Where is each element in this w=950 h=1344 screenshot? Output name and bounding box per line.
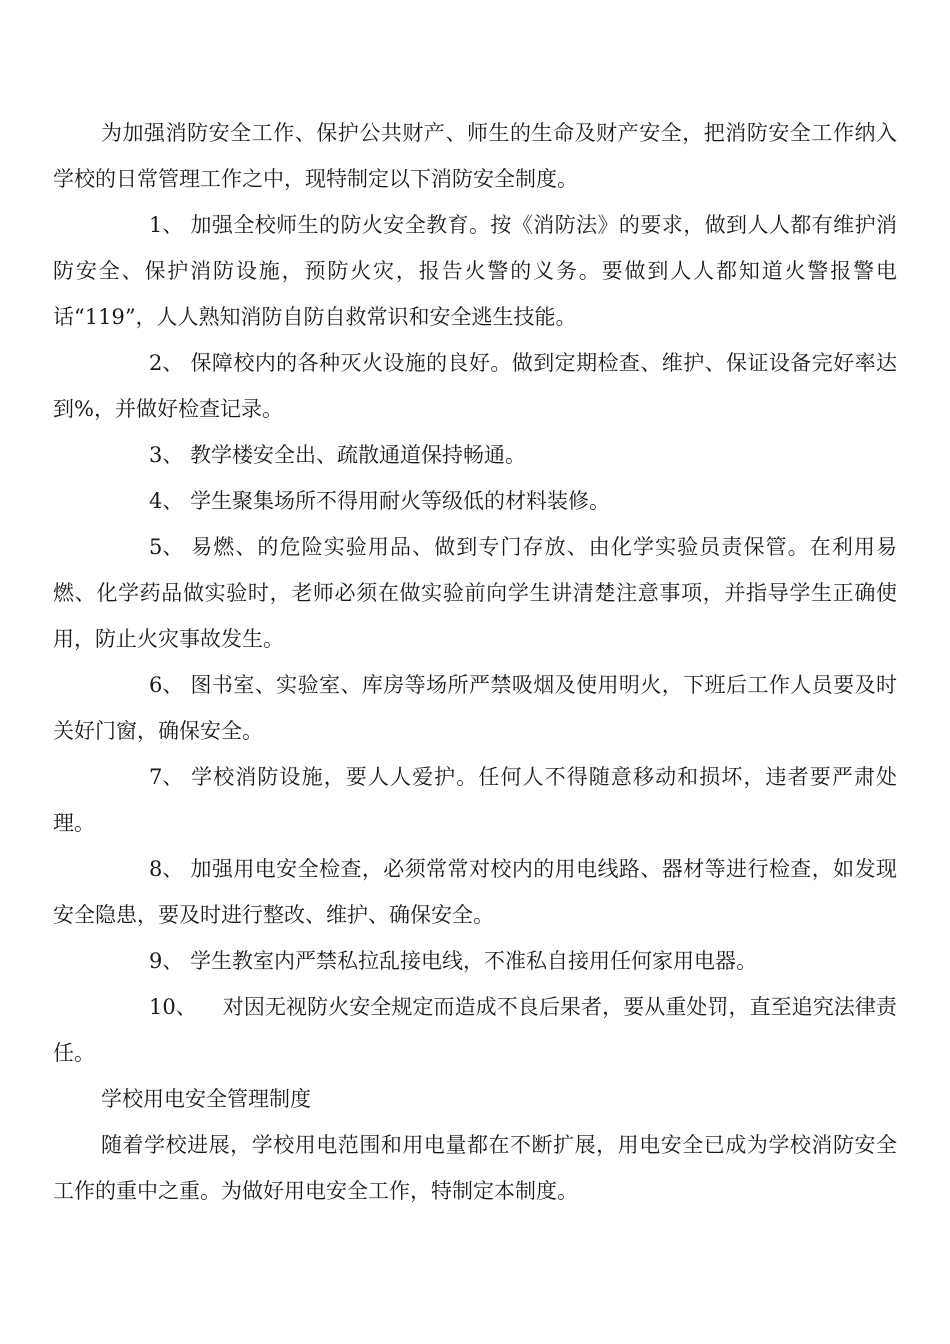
- rule-number: 10、: [149, 995, 197, 1019]
- document-body: [53, 110, 897, 1214]
- rule-item-4: [53, 478, 897, 524]
- rule-item-6: [53, 662, 897, 754]
- rule-text: 教学楼安全出、疏散通道保持畅通。: [190, 443, 527, 467]
- rule-text: 加强全校师生的防火安全教育。按《消防法》的要求，做到人人都有维护消防安全、保护消防设施，预防火灾，报告火警的义务。要做到人人都知道火警报警电话“119”，人人熟知消防自防自救常识和安全逃生技能。: [53, 213, 897, 329]
- rule-item-3: [53, 432, 897, 478]
- rule-number: 6、: [149, 673, 184, 697]
- rule-number: 7、: [149, 765, 184, 789]
- rule-item-8: [53, 846, 897, 938]
- rule-text: 保障校内的各种灭火设施的良好。做到定期检查、维护、保证设备完好率达到%，并做好检查记录。: [53, 351, 897, 421]
- rule-number: 8、: [149, 857, 184, 881]
- rule-text: 学生聚集场所不得用耐火等级低的材料装修。: [190, 489, 611, 513]
- rule-item-9: [53, 938, 897, 984]
- rule-text: 学校消防设施，要人人爱护。任何人不得随意移动和损坏，违者要严肃处理。: [53, 765, 897, 835]
- rule-number: 5、: [149, 535, 184, 559]
- rule-number: 4、: [149, 489, 184, 513]
- rule-number: 1、: [149, 213, 184, 237]
- rule-text: 加强用电安全检查，必须常常对校内的用电线路、器材等进行检查，如发现安全隐患，要及时进行整改、维护、确保安全。: [53, 857, 897, 927]
- rule-number: 2、: [149, 351, 184, 375]
- rule-item-7: [53, 754, 897, 846]
- rule-item-10: [53, 984, 897, 1076]
- rule-text: 对因无视防火安全规定而造成不良后果者，要从重处罚，直至追究法律责任。: [53, 995, 897, 1065]
- rule-number: 9、: [149, 949, 184, 973]
- intro-paragraph: 为加强消防安全工作、保护公共财产、师生的生命及财产安全，把消防安全工作纳入学校的日常管理工作之中，现特制定以下消防安全制度。: [53, 121, 897, 191]
- section-intro-paragraph: 随着学校进展，学校用电范围和用电量都在不断扩展，用电安全已成为学校消防安全工作的重中之重。为做好用电安全工作，特制定本制度。: [53, 1133, 897, 1203]
- rule-number: 3、: [149, 443, 184, 467]
- rule-item-1: [53, 202, 897, 340]
- rule-item-2: [53, 340, 897, 432]
- section-title: 学校用电安全管理制度: [101, 1087, 311, 1111]
- rule-text: 学生教室内严禁私拉乱接电线，不准私自接用任何家用电器。: [190, 949, 758, 973]
- rule-item-5: [53, 524, 897, 662]
- rule-text: 易燃、的危险实验用品、做到专门存放、由化学实验员责保管。在利用易燃、化学药品做实验时，老师必须在做实验前向学生讲清楚注意事项，并指导学生正确使用，防止火灾事故发生。: [53, 535, 897, 651]
- rule-text: 图书室、实验室、库房等场所严禁吸烟及使用明火，下班后工作人员要及时关好门窗，确保安全。: [53, 673, 897, 743]
